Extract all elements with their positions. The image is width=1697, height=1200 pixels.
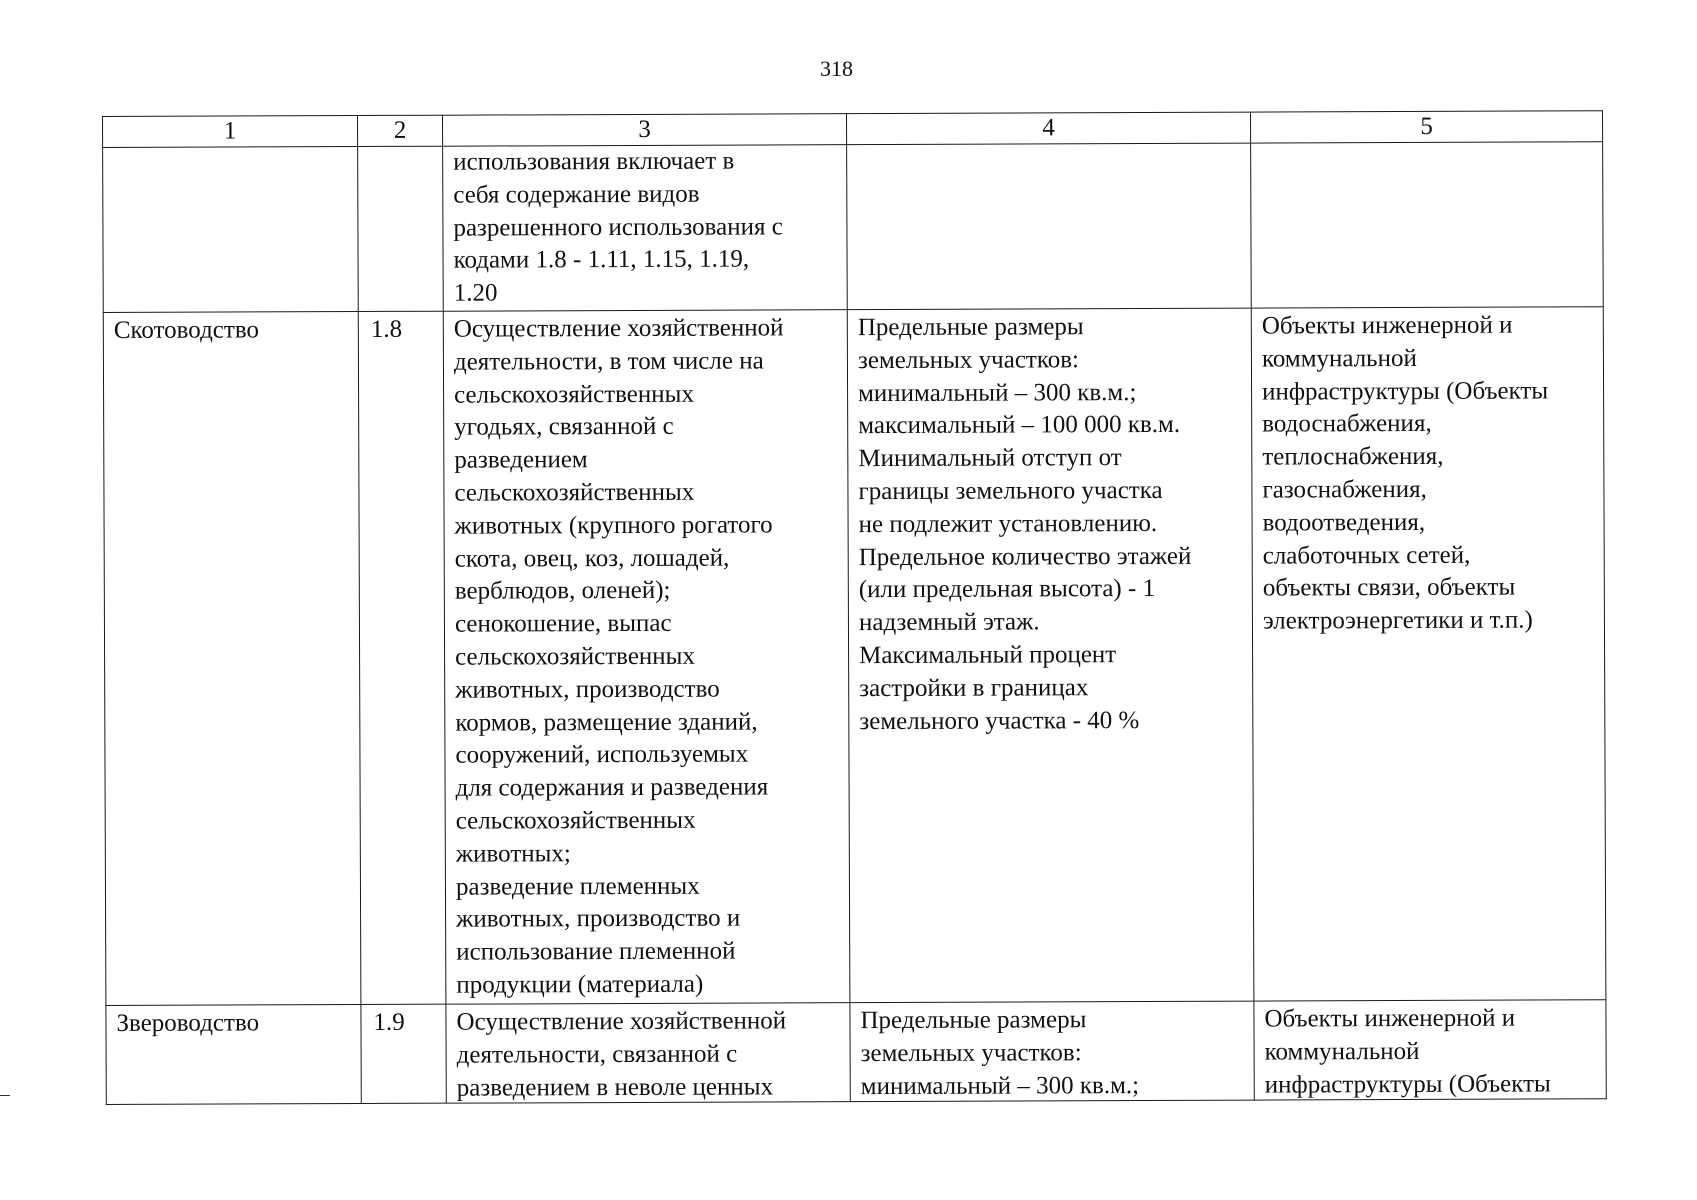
parameters-text: Предельные размеры земельных участков: минимальный – 300 кв.м.; [860, 1006, 1140, 1100]
description-text: использования включает в себя содержание видов разрешенного использования с кодами 1.8 - 1.11, 1.15, 1.19, 1.20 [453, 147, 783, 307]
cell-description [443, 310, 850, 1005]
column-header-1: 1 [103, 116, 358, 148]
cell-objects [1251, 142, 1604, 308]
use-type-code: 1.9 [373, 1008, 405, 1036]
use-type-code: 1.8 [370, 315, 403, 343]
column-header-5: 5 [1250, 111, 1602, 143]
cell-objects [1251, 307, 1606, 1001]
margin-mark [0, 1095, 10, 1096]
cell-code [358, 311, 446, 1004]
table-row [106, 1000, 1606, 1105]
cell-name [103, 312, 361, 1006]
use-type-name: Звероводство [116, 1009, 260, 1037]
cell-objects [1254, 1000, 1606, 1100]
cell-code [361, 1004, 446, 1103]
cell-description [446, 1003, 850, 1104]
page-number: 318 [820, 56, 853, 81]
column-header-4: 4 [846, 112, 1250, 145]
cell-code [358, 146, 444, 311]
description-text: Осуществление хозяйственной деятельности, связанной с разведением в неволе ценных [456, 1007, 787, 1102]
cell-description [443, 145, 848, 312]
parameters-text: Предельные размеры земельных участков: минимальный – 300 кв.м.; максимальный – 100 000 кв.м. Минимальный отступ от границы земельного участка не подлежит установлению. Предельное количество этажей (или предельная высота) - 1 надземный этаж. Максимальный процент застройки в границах земельного участка - 40 % [857, 313, 1192, 735]
table-row [103, 307, 1606, 1006]
cell-parameters [847, 143, 1252, 310]
cell-name [106, 1005, 361, 1105]
column-header-2: 2 [358, 115, 443, 146]
cell-name [103, 147, 359, 313]
table-row-continuation [103, 142, 1604, 313]
description-text: Осуществление хозяйственной деятельности, в том числе на сельскохозяйственных угодьях, связанной с разведением сельскохозяйственных животных (крупного рогатого скота, овец, коз, лошадей, верблюдов, оленей); сенокошение, выпас сельскохозяйственных животных, производство кормов, размещение зданий, сооружений, используемых для содержания и разведения сельскохозяйственных животных; разведение племенных животных, производство и использование племенной продукции (материала) [453, 314, 784, 999]
zoning-table [102, 110, 1607, 1105]
use-type-name: Скотоводство [113, 316, 259, 344]
cell-parameters [847, 308, 1254, 1003]
objects-text: Объекты инженерной и коммунальной инфраструктуры (Объекты водоснабжения, теплоснабжения, газоснабжения, водоотведения, слаботочных сетей, объекты связи, объекты электроэнергетики и т.п.) [1261, 311, 1549, 635]
cell-parameters [850, 1001, 1254, 1102]
objects-text: Объекты инженерной и коммунальной инфраструктуры (Объекты [1264, 1004, 1551, 1099]
column-header-3: 3 [442, 114, 846, 147]
